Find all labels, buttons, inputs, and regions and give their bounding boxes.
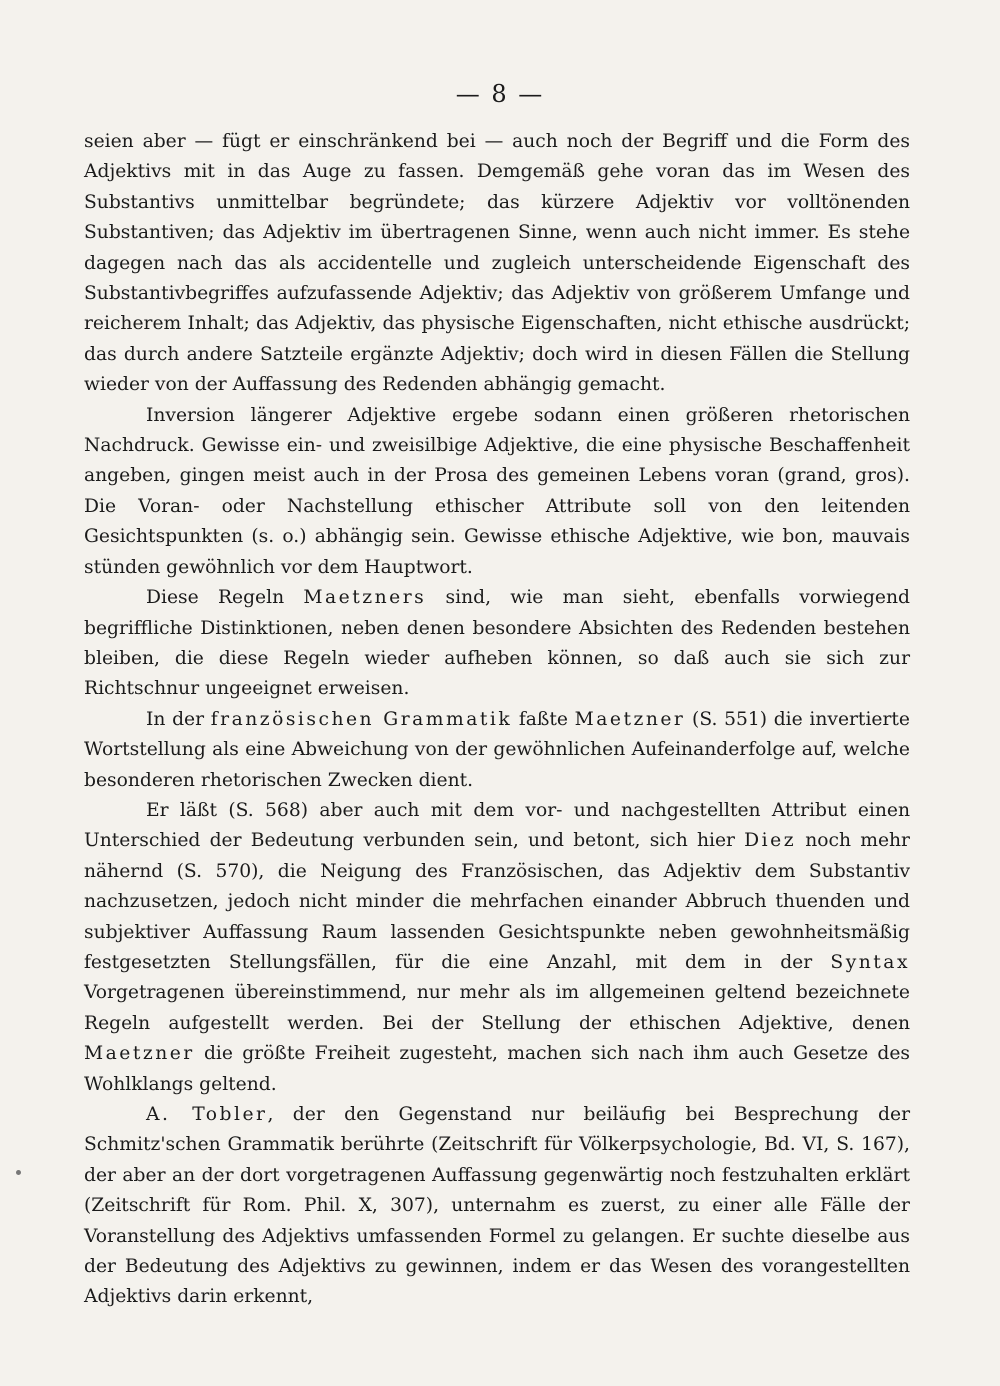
paragraph-text: die größte Freiheit zugesteht, machen sich nach ihm auch Gesetze des Wohlklangs geltend. [84,1043,910,1095]
paragraph-text: Diese Regeln [146,587,304,609]
spaced-emphasis-text: Diez [744,830,797,852]
paragraph [84,796,910,1100]
paragraph-text: Inversion längerer Adjektive ergebe sodann einen größeren rhetorischen Nachdruck. Gewisse ein- und zweisilbige Adjektive, die eine physische Beschaffenheit angeben, gingen meist auch in der Prosa des gemeinen Lebens voran (grand, gros). Die Voran- oder Nachstellung ethischer Attribute soll von den leitenden Gesichtspunkten (s. o.) abhängig sein. Gewisse ethische Adjektive, wie bon, mauvais stünden gewöhnlich vor dem Hauptwort. [84,404,910,578]
paragraph [84,705,910,796]
paragraph-text: In der [146,708,211,730]
paragraph-text: , der den Gegenstand nur beiläufig bei Besprechung der Schmitz'schen Grammatik berührte (Zeitschrift für Völkerpsychologie, Bd. VI, S. 167), der aber an der dort vorgetragenen Auffassung gegenwärtig noch festzuhalten erklärt (Zeitschrift für Rom. Phil. X, 307), unternahm es zuerst, zu einer alle Fälle der Voranstellung des Adjektivs umfassenden Formel zu gelangen. Er suchte dieselbe aus der Bedeutung des Adjektivs zu gewinnen, indem er das Wesen des vorangestellten Adjektivs darin erkennt, [84,1104,911,1308]
paragraph [84,401,910,583]
paragraph-text: Er läßt (S. 568) aber auch mit dem vor- und nachgestellten Attribut einen Unterschied der Bedeutung verbunden sein, und betont, sich hier [84,799,910,852]
spaced-emphasis-text: Maetzners [303,587,427,609]
body-text [84,127,910,1313]
spaced-emphasis-text: französischen Grammatik [210,708,513,730]
paragraph [84,127,910,401]
paragraph-text: seien aber — fügt er einschränkend bei — auch noch der Begriff und die Form des Adjektivs mit in das Auge zu fassen. Demgemäß gehe voran das im Wesen des Substantivs unmittelbar begründete; das kürzere Adjektiv vor volltönenden Substantiven; das Adjektiv im übertragenen Sinne, wenn auch nicht immer. Es stehe dagegen nach das als accidentelle und zugleich unterscheidende Eigenschaft des Substantivbegriffes aufzufassende Adjektiv; das Adjektiv von größerem Umfange und reicherem Inhalt; das Adjektiv, das physische Eigenschaften, nicht ethische ausdrückt; das durch andere Satzteile ergänzte Adjektiv; doch wird in diesen Fällen die Stellung wieder von der Auffassung des Redenden abhängig gemacht. [84,131,910,396]
paragraph-text: noch mehr nähernd (S. 570), die Neigung des Französischen, das Adjektiv dem Substantiv nachzusetzen, jedoch nicht minder die mehrfachen einander Abbruch thuenden und subjektiver Auffassung Raum lassenden Gesichtspunkte neben gewohnheitsmäßig festgesetzten Stellungsfällen, für die eine Anzahl, mit dem in der [84,830,910,973]
spaced-emphasis-text: Syntax [830,951,910,973]
spaced-emphasis-text: A. Tobler [146,1104,268,1125]
spaced-emphasis-text: Maetzner [84,1043,195,1065]
paragraph-text: sind, wie man sieht, ebenfalls vorwiegend begriffliche Distinktionen, neben denen besondere Absichten des Redenden bestehen bleiben, die diese Regeln wieder aufheben können, so daß auch sie sich zur Richtschnur ungeeignet erweisen. [84,587,910,700]
paragraph-text: faßte [512,708,575,730]
paragraph-text: (S. 551) die invertierte Wortstellung als eine Abweichung von der gewöhnlichen Aufeinanderfolge auf, welche besonderen rhetorischen Zwecken dient. [84,708,910,791]
paragraph [84,1100,910,1313]
paragraph [84,583,910,705]
paragraph-text: Vorgetragenen übereinstimmend, nur mehr als im allgemeinen geltend bezeichnete Regeln aufgestellt werden. Bei der Stellung der ethischen Adjektive, denen [84,982,910,1034]
page-number: — 8 — [455,80,545,108]
ink-speck [16,1170,21,1175]
spaced-emphasis-text: Maetzner [574,708,686,730]
